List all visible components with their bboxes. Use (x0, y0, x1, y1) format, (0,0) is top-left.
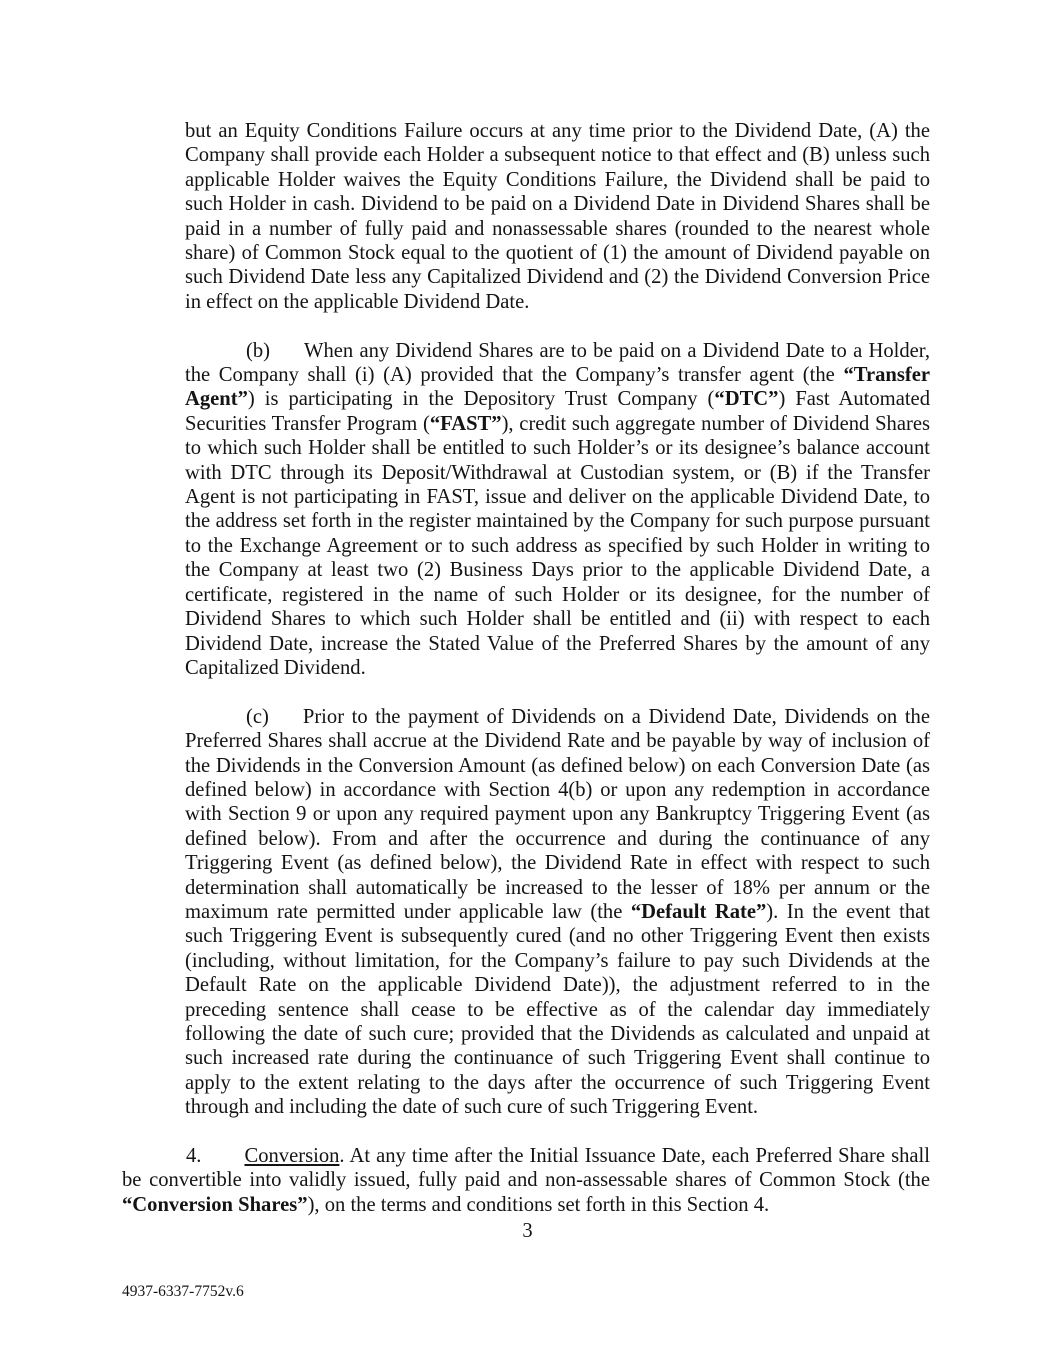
paragraph-text (122, 1145, 930, 1216)
paragraph-label: (c) (246, 705, 269, 728)
text-run: ) is participating in the Depository Trust Company ( (247, 388, 715, 411)
text-run: but an Equity Conditions Failure occurs at any time prior to the Dividend Date, (A) the Company shall provide each Holder a subsequent notice to that effect and (B) unless such applicable Holder waives the Equity Conditions Failure, the Dividend shall be paid to such Holder in cash. Dividend to be paid on a Dividend Date in Dividend Shares shall be paid in a number of fully paid and nonassessable shares (rounded to the nearest whole share) of Common Stock equal to the quotient of (1) the amount of Dividend payable on such Dividend Date less any Capitalized Dividend and (2) the Dividend Conversion Price in effect on the applicable Dividend Date. (185, 120, 930, 313)
paragraph-label: (b) (246, 339, 271, 362)
defined-term: “Conversion Shares” (122, 1193, 308, 1216)
text-run: ) Fast Automated Securities Transfer Program ( (185, 388, 930, 435)
paragraph-section-4-conversion (122, 1144, 930, 1217)
paragraph-text (185, 340, 930, 679)
defined-term: “FAST” (429, 412, 502, 435)
paragraph-b (185, 339, 930, 681)
defined-term: “Default Rate” (630, 900, 767, 923)
text-run: . At any time after the Initial Issuance Date, each Preferred Share shall be convertible into validly issued, fully paid and non-assessable shares of Common Stock (the (122, 1145, 930, 1192)
section-heading: Conversion (244, 1145, 340, 1168)
paragraph-label: 4. (186, 1145, 202, 1168)
page-number: 3 (522, 1220, 533, 1242)
paragraph-a-continuation (185, 119, 930, 314)
defined-term: “DTC” (714, 388, 779, 411)
text-run: ), on the terms and conditions set forth in this Section 4. (307, 1193, 770, 1216)
text-run: ). In the event that such Triggering Event is subsequently cured (and no other Triggering Event then exists (including, without limitation, for the Company’s failure to pay such Dividends at the Default Rate on the applicable Dividend Date)), the adjustment referred to in the preceding sentence shall cease to be effective as of the calendar day immediately following the date of such cure; provided that the Dividends as calculated and unpaid at such increased rate during the continuance of such Triggering Event shall continue to apply to the extent relating to the days after the occurrence of such Triggering Event through and including the date of such cure of such Triggering Event. (185, 900, 930, 1119)
text-run: ), credit such aggregate number of Dividend Shares to which such Holder shall be entitled to such Holder’s or its designee’s balance account with DTC through its Deposit/Withdrawal at Custodian system, or (B) if the Transfer Agent is not participating in FAST, issue and deliver on the applicable Dividend Date, to the address set forth in the register maintained by the Company for such purpose pursuant to the Exchange Agreement or to such address as specified by such Holder in writing to the Company at least two (2) Business Days prior to the applicable Dividend Date, a certificate, registered in the name of such Holder or its designee, for the number of Dividend Shares to which such Holder shall be entitled and (ii) with respect to each Dividend Date, increase the Stated Value of the Preferred Shares by the amount of any Capitalized Dividend. (185, 412, 930, 679)
text-run: Prior to the payment of Dividends on a Dividend Date, Dividends on the Preferred Shares shall accrue at the Dividend Rate and be payable by way of inclusion of the Dividends in the Conversion Amount (as defined below) on each Conversion Date (as defined below) in accordance with Section 4(b) or upon any redemption in accordance with Section 9 or upon any required payment upon any Bankruptcy Triggering Event (as defined below). From and after the occurrence and during the continuance of any Triggering Event (as defined below), the Dividend Rate in effect with respect to such determination shall automatically be increased to the lesser of 18% per annum or the maximum rate permitted under applicable law (the (185, 705, 930, 923)
paragraph-text (185, 706, 930, 1119)
document-control-number: 4937-6337-7752v.6 (122, 1283, 244, 1300)
paragraph-c (185, 705, 930, 1120)
defined-term: “Transfer Agent” (185, 364, 930, 411)
paragraph-text (185, 120, 930, 313)
text-run: When any Dividend Shares are to be paid on a Dividend Date to a Holder, the Company shall (i) (A) provided that the Company’s transfer agent (the (185, 339, 930, 387)
